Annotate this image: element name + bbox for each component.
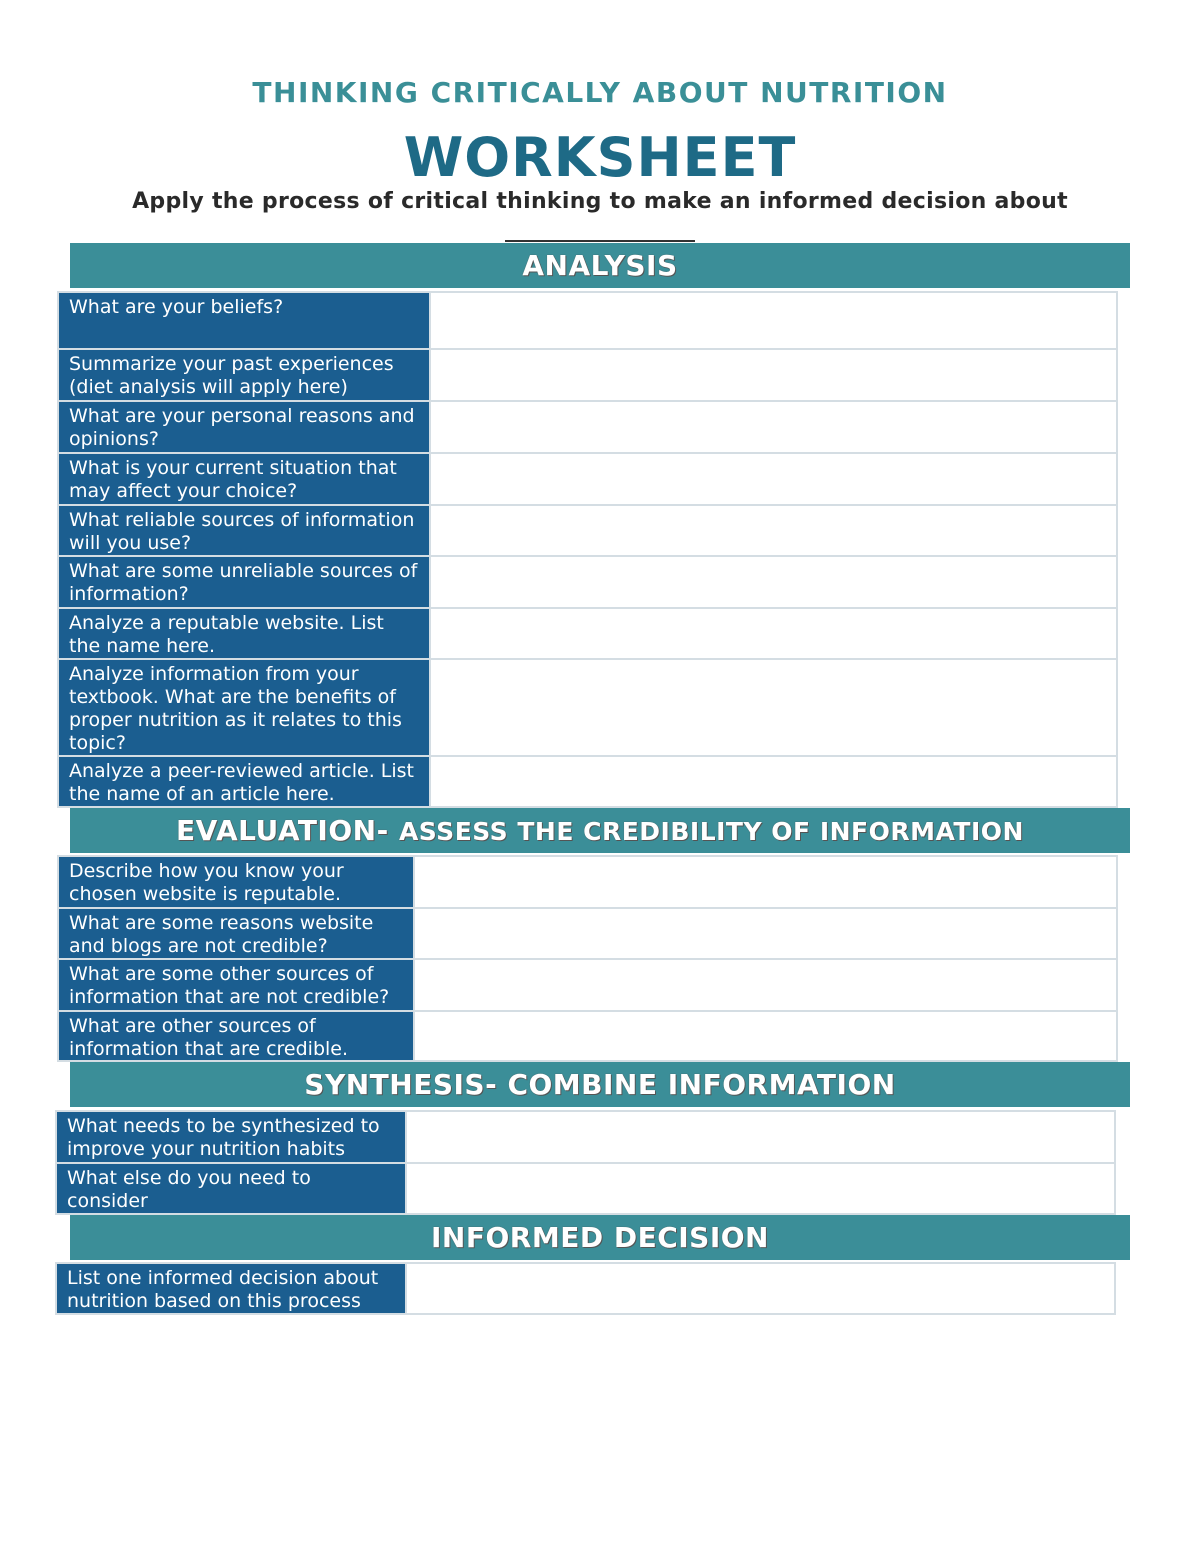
answer-cell[interactable] [431, 350, 1116, 400]
analysis-heading: ANALYSIS [522, 249, 678, 282]
fill-in-blank-line[interactable] [505, 240, 695, 242]
worksheet-subtitle: Apply the process of critical thinking to make an informed decision about [132, 189, 1068, 214]
evaluation-table [57, 855, 1118, 1062]
table-row [59, 660, 1116, 757]
table-row [59, 557, 1116, 609]
answer-cell[interactable] [431, 506, 1116, 555]
evaluation-heading: EVALUATION- [176, 814, 389, 847]
answer-cell[interactable] [407, 1264, 1114, 1313]
table-row [59, 293, 1116, 350]
table-row [59, 350, 1116, 402]
question-cell: What reliable sources of information will you use? [59, 506, 431, 555]
question-cell: Summarize your past experiences (diet analysis will apply here) [59, 350, 431, 400]
synthesis-table [55, 1110, 1116, 1215]
question-cell: What are some unreliable sources of information? [59, 557, 431, 607]
answer-cell[interactable] [415, 857, 1116, 907]
table-row [57, 1264, 1114, 1313]
question-cell: List one informed decision about nutrition based on this process [57, 1264, 407, 1313]
worksheet-title: WORKSHEET [403, 126, 797, 189]
analysis-table [57, 291, 1118, 808]
question-cell: Analyze information from your textbook. What are the benefits of proper nutrition as it relates to this topic? [59, 660, 431, 755]
table-row [57, 1112, 1114, 1164]
question-cell: What needs to be synthesized to improve your nutrition habits [57, 1112, 407, 1162]
table-row [59, 909, 1116, 960]
answer-cell[interactable] [415, 909, 1116, 958]
answer-cell[interactable] [415, 960, 1116, 1010]
table-row [59, 506, 1116, 557]
table-row [59, 609, 1116, 660]
answer-cell[interactable] [415, 1012, 1116, 1060]
answer-cell[interactable] [431, 454, 1116, 504]
synthesis-heading: SYNTHESIS- COMBINE INFORMATION [304, 1068, 896, 1101]
table-row [59, 960, 1116, 1012]
evaluation-header [70, 808, 1130, 853]
answer-cell[interactable] [431, 757, 1116, 806]
question-cell: Analyze a reputable website. List the name here. [59, 609, 431, 658]
answer-cell[interactable] [407, 1112, 1114, 1162]
question-cell: What are some reasons website and blogs are not credible? [59, 909, 415, 958]
synthesis-header [70, 1062, 1130, 1107]
answer-cell[interactable] [431, 660, 1116, 755]
table-row [59, 1012, 1116, 1060]
decision-heading: INFORMED DECISION [431, 1221, 769, 1254]
question-cell: What else do you need to consider [57, 1164, 407, 1213]
table-row [59, 757, 1116, 806]
answer-cell[interactable] [431, 402, 1116, 452]
worksheet-kicker: THINKING CRITICALLY ABOUT NUTRITION [252, 76, 948, 109]
table-row [57, 1164, 1114, 1213]
question-cell: What are your personal reasons and opinions? [59, 402, 431, 452]
question-cell: What are some other sources of information that are not credible? [59, 960, 415, 1010]
question-cell: What are other sources of information that are credible. [59, 1012, 415, 1060]
evaluation-subheading: ASSESS THE CREDIBILITY OF INFORMATION [398, 817, 1024, 846]
decision-table [55, 1262, 1116, 1315]
table-row [59, 857, 1116, 909]
answer-cell[interactable] [431, 293, 1116, 348]
table-row [59, 402, 1116, 454]
question-cell: What is your current situation that may affect your choice? [59, 454, 431, 504]
question-cell: What are your beliefs? [59, 293, 431, 348]
question-cell: Describe how you know your chosen website is reputable. [59, 857, 415, 907]
decision-header [70, 1215, 1130, 1260]
answer-cell[interactable] [407, 1164, 1114, 1213]
analysis-header [70, 243, 1130, 288]
question-cell: Analyze a peer-reviewed article. List the name of an article here. [59, 757, 431, 806]
table-row [59, 454, 1116, 506]
answer-cell[interactable] [431, 557, 1116, 607]
answer-cell[interactable] [431, 609, 1116, 658]
